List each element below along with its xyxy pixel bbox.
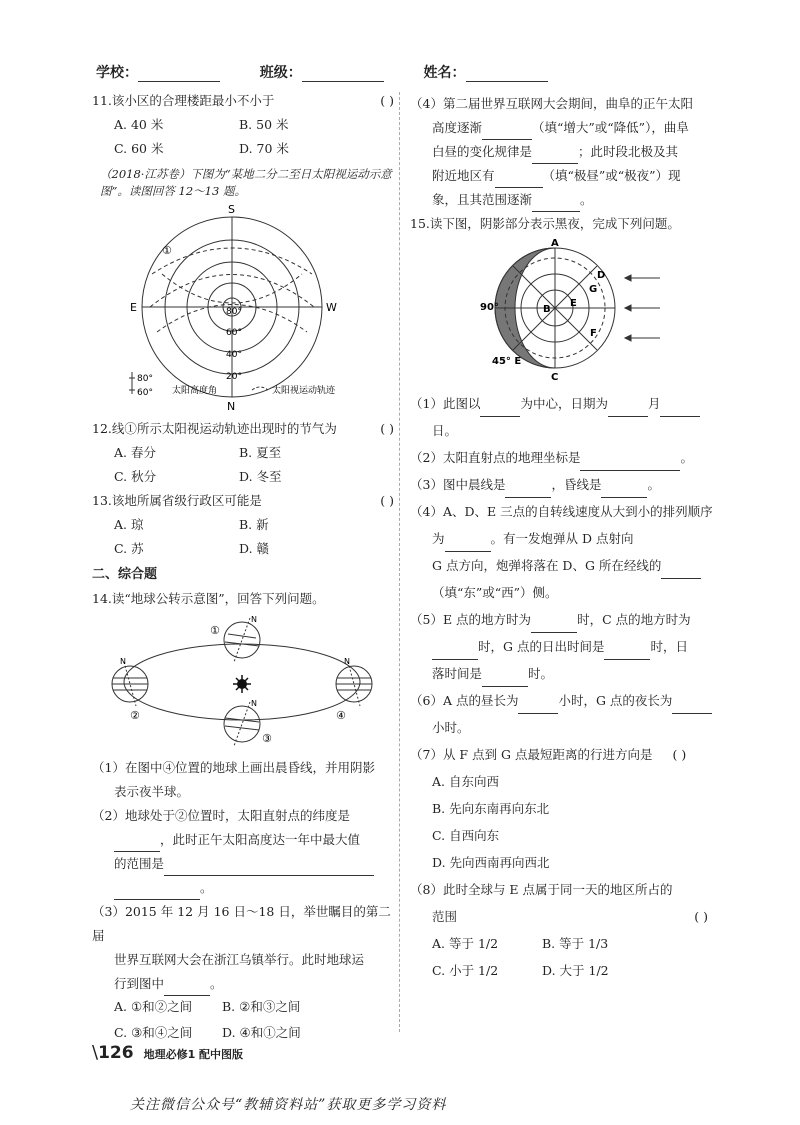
q12-options <box>92 444 394 462</box>
q12-option-b: B. 夏至 <box>239 445 282 460</box>
right-column <box>410 92 728 984</box>
page-footer: \126 地理必修1 配中图版 <box>92 1042 244 1063</box>
s8-options-2 <box>410 957 728 984</box>
fig1-legend-track: 太阳视运动轨迹 <box>272 386 336 396</box>
s3-t2: ，昏线是 <box>551 477 602 492</box>
q13-option-d: D. 赣 <box>239 541 270 556</box>
class-label: 班级： <box>259 65 302 81</box>
slogan: 关注微信公众号“教辅资料站”获取更多学习资料 <box>130 1097 447 1113</box>
s8-options <box>410 930 728 957</box>
q14-p3-end: 。 <box>210 976 223 991</box>
q14-option-c: C. ③和④之间 <box>114 1025 193 1040</box>
s2-line <box>410 444 728 471</box>
blank <box>604 646 650 660</box>
q14-option-a: A. ①和②之间 <box>114 999 193 1014</box>
s6-t1: （6）A 点的昼长为 <box>410 693 519 708</box>
q12-option-d: D. 冬至 <box>239 469 282 484</box>
s4-line2 <box>410 525 728 552</box>
fig1-legend-80: 80° <box>137 374 153 384</box>
q14-options-2 <box>92 1024 394 1042</box>
blank <box>114 886 200 900</box>
left-column <box>92 92 394 1042</box>
p4-line3 <box>410 140 728 164</box>
fig1-line1: ① <box>162 244 172 257</box>
fig1-w: W <box>326 301 337 314</box>
q11-options <box>92 116 394 134</box>
earth-revolution-figure <box>92 612 392 752</box>
name-label: 姓名： <box>423 65 466 81</box>
book-title: 地理必修1 配中图版 <box>143 1048 244 1061</box>
p4-line4 <box>410 164 728 188</box>
fig3-g: G <box>589 284 598 295</box>
q13-options <box>92 516 394 534</box>
q14-option-d: D. ④和①之间 <box>222 1025 301 1040</box>
blank <box>445 538 491 552</box>
s4-line1: （4）A、D、E 三点的自转线速度从大到小的排列顺序 <box>410 504 713 519</box>
s7-option-b: B. 先向东南再向东北 <box>432 801 550 816</box>
q12-option-a: A. 春分 <box>114 445 156 460</box>
s7-line <box>410 741 728 768</box>
p4-t1: 高度逐渐 <box>432 120 483 135</box>
question-15: 15.读下图，阴影部分表示黑夜，完成下列问题。 <box>410 216 680 231</box>
q14-p2-line2 <box>92 828 394 852</box>
s7-paren: ( ) <box>672 747 687 762</box>
s5-line2 <box>410 633 728 660</box>
p4-t5: 附近地区有 <box>432 168 495 183</box>
p4-t4: ；此时段北极及其 <box>578 144 679 159</box>
s8-option-b: B. 等于 1/3 <box>542 936 609 951</box>
q14-p2-line4 <box>92 876 394 900</box>
p4-t7: 象，且其范围逐渐 <box>432 192 533 207</box>
blank <box>532 150 578 164</box>
fig1-legend-altitude: 太阳高度角 <box>172 386 218 396</box>
q14-p3-line3 <box>92 972 394 996</box>
s2-t1: （2）太阳直射点的地理坐标是 <box>410 450 581 465</box>
p4-t2: （填“增大”或“降低”），曲阜 <box>532 120 689 135</box>
q11-options-2 <box>92 140 394 158</box>
p4-t8: 。 <box>580 192 593 207</box>
q14-options <box>92 998 394 1016</box>
s8-line1: （8）此时全球与 E 点属于同一天的地区所占的 <box>410 882 673 897</box>
q11-option-a: A. 40 米 <box>114 117 164 132</box>
blank <box>164 862 374 876</box>
q12-options-2 <box>92 468 394 486</box>
s1-line2: 日。 <box>432 423 458 438</box>
q14-p2-line1: （2）地球处于②位置时，太阳直射点的纬度是 <box>92 808 350 823</box>
s1-t3: 月 <box>647 396 661 411</box>
blank <box>532 198 580 212</box>
fig1-80: 80° <box>226 307 242 317</box>
s5-line3 <box>410 660 728 687</box>
q13-option-c: C. 苏 <box>114 541 144 556</box>
fig2-n-4: N <box>251 699 257 708</box>
header <box>96 62 548 82</box>
page-number: 126 <box>98 1043 134 1063</box>
sun-icon <box>233 675 251 693</box>
fig3-90: 90° <box>480 302 499 313</box>
column-divider <box>399 92 400 1032</box>
fig3-d: D <box>597 270 606 281</box>
blank <box>580 457 680 471</box>
p4-line5 <box>410 188 728 212</box>
fig3-c: C <box>551 372 559 383</box>
blank <box>601 484 647 498</box>
school-label: 学校： <box>96 65 138 81</box>
s4-t1: 为 <box>432 531 445 546</box>
blank <box>482 126 532 140</box>
q13-paren: ( ) <box>380 493 394 508</box>
question-13 <box>92 492 394 510</box>
blank <box>660 403 700 417</box>
s3-line <box>410 471 728 498</box>
question-11 <box>92 92 394 110</box>
s1-t2: 为中心，日期为 <box>520 396 608 411</box>
s5-t4: 时，日 <box>650 639 688 654</box>
s8-option-c: C. 小于 1/2 <box>432 963 499 978</box>
fig1-40: 40° <box>226 350 242 360</box>
blank <box>482 673 528 687</box>
blank <box>672 700 712 714</box>
s6-line1 <box>410 687 728 714</box>
s5-line1 <box>410 606 728 633</box>
fig2-n-2: N <box>120 657 126 666</box>
s2-t2: 。 <box>680 450 693 465</box>
fig3-a: A <box>551 238 559 249</box>
q14-parts <box>92 756 394 996</box>
s4-t3: G 点方向，炮弹将落在 D、G 所在经线的 <box>432 558 662 573</box>
q13-options-2 <box>92 540 394 558</box>
name-blank <box>466 67 548 82</box>
s8-t1: 范围 <box>432 909 458 924</box>
blank <box>164 982 210 996</box>
blank <box>480 403 520 417</box>
p4-line2 <box>410 116 728 140</box>
s5-t2: 时，C 点的地方时为 <box>577 612 691 627</box>
s3-t3: 。 <box>647 477 660 492</box>
q13-text: 13.该地所属省级行政区可能是 <box>92 493 262 508</box>
solar-motion-figure <box>92 202 392 412</box>
q14-p1-line2: 表示夜半球。 <box>114 784 190 799</box>
fig3-b: B <box>543 304 551 315</box>
q11-option-d: D. 70 米 <box>239 141 289 156</box>
q14-p1-line1: （1）在图中④位置的地球上画出晨昏线，并用阴影 <box>92 760 375 775</box>
blank <box>661 565 701 579</box>
q14-p2-end: 。 <box>200 880 213 895</box>
q15-parts <box>410 390 728 984</box>
fig2-n-3: N <box>344 657 350 666</box>
polar-view-figure <box>410 236 728 386</box>
s5-t3: 时，G 点的日出时间是 <box>478 639 605 654</box>
s5-t1: （5）E 点的地方时为 <box>410 612 532 627</box>
q11-option-c: C. 60 米 <box>114 141 164 156</box>
p4-line1: （4）第二届世界互联网大会期间，曲阜的正午太阳 <box>410 96 693 111</box>
section-2-title: 二、综合题 <box>92 567 158 582</box>
s4-line3 <box>410 552 728 579</box>
s5-t6: 时。 <box>528 666 554 681</box>
fig1-e: E <box>130 301 137 314</box>
q14-p3-text: 行到图中 <box>114 976 165 991</box>
fig2-pos-4: ④ <box>336 709 346 722</box>
q11-text: 11.该小区的合理楼距最小不小于 <box>92 93 275 108</box>
q13-option-b: B. 新 <box>239 517 269 532</box>
s7-option-a: A. 自东向西 <box>432 774 499 789</box>
q14-p2-text: ，此时正午太阳高度达一年中最大值 <box>160 832 361 847</box>
q14-p3-line1: （3）2015 年 12 月 16 日～18 日，举世瞩目的第二届 <box>92 904 391 943</box>
fig1-legend-60: 60° <box>137 388 153 398</box>
intro-12-13: （2018·江苏卷）下图为“某地二分二至日太阳视运动示意图”。读图回答 12～13 题。 <box>100 167 392 198</box>
s7-text: （7）从 F 点到 G 点最短距离的行进方向是 <box>410 747 653 762</box>
q12-text: 12.线①所示太阳视运动轨迹出现时的节气为 <box>92 421 337 436</box>
q13-option-a: A. 琼 <box>114 517 144 532</box>
question-14: 14.读“地球公转示意图”，回答下列问题。 <box>92 591 325 606</box>
fig2-pos-1: ① <box>210 624 220 637</box>
fig3-45e: 45° E <box>492 356 522 367</box>
fig1-20: 20° <box>226 372 242 382</box>
blank <box>518 700 558 714</box>
q14-p3-line2: 世界互联网大会在浙江乌镇举行。此时地球运 <box>114 952 365 967</box>
fig3-f: F <box>590 328 597 339</box>
s7-option-c: C. 自西向东 <box>432 828 500 843</box>
s8-line2 <box>410 903 728 930</box>
s4-line4: （填“东”或“西”）侧。 <box>432 585 558 600</box>
p4-t3: 白昼的变化规律是 <box>432 144 533 159</box>
s7-option-d: D. 先向西南再向西北 <box>432 855 550 870</box>
q12-option-c: C. 秋分 <box>114 469 157 484</box>
blank <box>495 174 543 188</box>
fig1-s: S <box>228 203 235 216</box>
q14-p2-line3 <box>92 852 394 876</box>
fig2-n-1: N <box>251 615 257 624</box>
fig1-n: N <box>227 400 236 412</box>
blank <box>608 403 648 417</box>
q11-option-b: B. 50 米 <box>239 117 289 132</box>
blank <box>531 619 577 633</box>
s1-line1 <box>410 390 728 417</box>
fig2-pos-2: ② <box>130 709 140 722</box>
s8-option-a: A. 等于 1/2 <box>432 936 499 951</box>
fig3-e: E <box>570 298 577 309</box>
p4-t6: （填“极昼”或“极夜”）现 <box>542 168 681 183</box>
fig1-60: 60° <box>226 328 242 338</box>
blank <box>114 838 160 852</box>
blank <box>505 484 551 498</box>
q12-paren: ( ) <box>380 421 394 436</box>
question-12 <box>92 420 394 438</box>
q14-p2-text2: 的范围是 <box>114 856 165 871</box>
fig2-pos-3: ③ <box>262 732 272 745</box>
blank <box>432 646 478 660</box>
school-blank <box>138 67 220 82</box>
s6-line2: 小时。 <box>432 720 470 735</box>
s6-t2: 小时，G 点的夜长为 <box>558 693 673 708</box>
s1-t1: （1）此图以 <box>410 396 481 411</box>
s3-t1: （3）图中晨线是 <box>410 477 506 492</box>
class-blank <box>302 67 384 82</box>
s8-paren: ( ) <box>694 909 708 924</box>
s8-option-d: D. 大于 1/2 <box>542 963 609 978</box>
s5-t5: 落时间是 <box>432 666 483 681</box>
s4-t2: 。有一发炮弹从 D 点射向 <box>490 531 634 546</box>
q11-paren: ( ) <box>380 93 394 108</box>
q14-option-b: B. ②和③之间 <box>222 999 301 1014</box>
